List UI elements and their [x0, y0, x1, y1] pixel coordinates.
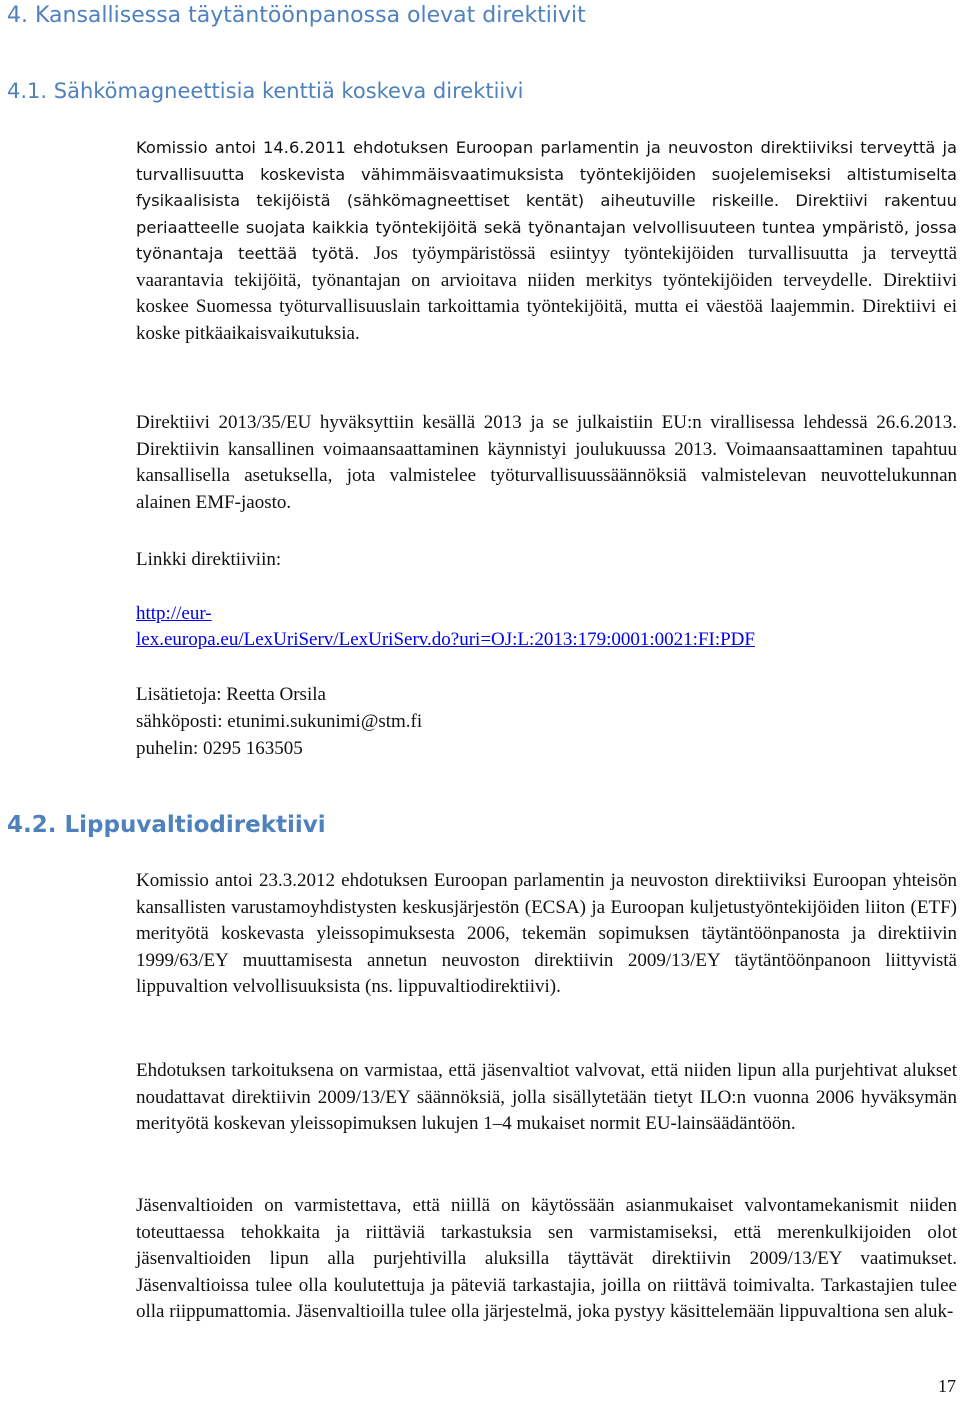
directive-link-line2[interactable] — [136, 627, 755, 653]
chapter-heading: 4. Kansallisessa täytäntöönpanossa olevat direktiivit — [7, 3, 586, 28]
paragraph-flag-state-proposal: Komissio antoi 23.3.2012 ehdotuksen Euroopan parlamentin ja neuvoston direktiiviksi Euroopan yhteisön kansallisten varustamoyhdistysten keskusjärjestön (ECSA) ja Euroopan kuljetustyöntekijöiden liiton (ETF) merityötä koskevasta yleissopimuksesta 2006, tekemän sopimuksen täytäntöönpanosta ja direktiivin 1999/63/EY muuttamisesta annetun neuvoston direktiivin 2009/13/EY täytäntöönpanoon liittyvistä lippuvaltion velvollisuuksista (ns. lippuvaltiodirektiivi). — [136, 870, 957, 997]
directive-link-part1[interactable]: http://eur- — [136, 603, 212, 624]
contact-name: Lisätietoja: Reetta Orsila — [136, 684, 326, 705]
paragraph-flag-state-inspections: Jäsenvaltioiden on varmistettava, että niillä on käytössään asianmukaiset valvontamekanismit niiden toteuttaessa tehokkaita ja riittäviä tarkastuksia sen varmistamiseksi, että merenkulkijoiden olot jäsenvaltioiden lipun alla purjehtivilla aluksilla täyttävät direktiivin 2009/13/EY vaatimukset. Jäsenvaltioissa tulee olla koulutettuja ja päteviä tarkastajia, joilla on riittävä toimivalta. Tarkastajien tulee olla riippumattomia. Jäsenvaltioilla tulee olla järjestelmä, joka pystyy käsittelemään lippuvaltiona sen aluk- — [136, 1195, 957, 1322]
paragraph-emf-proposal-part2: Jos työympäristössä esiintyy työntekijöiden turvallisuutta ja terveyttä vaarantavia tekijöitä, työnantajan on arvioitava niiden merkitys työntekijöiden terveydelle. Direktiivi koskee Suomessa työturvallisuuslain tarkoittamia työntekijöitä, mutta ei väestöä laajemmin. Direktiivi ei koske pitkäaikaisvaikutuksia. — [136, 243, 957, 344]
section-heading-4-2: 4.2. Lippuvaltiodirektiivi — [7, 812, 326, 838]
paragraph-emf-adoption: Direktiivi 2013/35/EU hyväksyttiin kesällä 2013 ja se julkaistiin EU:n virallisessa lehdessä 26.6.2013. Direktiivin kansallinen voimaansaattaminen käynnistyi joulukuussa 2013. Voimaansaattaminen tapahtuu kansallisella asetuksella, jota valmistelee työturvallisuussäännöksiä valmistelevan neuvottelukunnan alainen EMF-jaosto. — [136, 412, 957, 513]
paragraph-emf-proposal — [136, 135, 957, 347]
link-label: Linkki direktiiviin: — [136, 549, 282, 570]
directive-link-line1[interactable] — [136, 601, 212, 627]
paragraph-flag-state-purpose: Ehdotuksen tarkoituksena on varmistaa, että jäsenvaltiot valvovat, että niiden lipun alla purjehtivat alukset noudattavat direktiivin 2009/13/EY säännöksiä, jolla sisällytetään tietyt ILO:n vuonna 2006 hyväksymän merityötä koskevan yleissopimuksen lukujen 1–4 mukaiset normit EU-lainsäädäntöön. — [136, 1060, 957, 1134]
section-heading-4-1: 4.1. Sähkömagneettisia kenttiä koskeva direktiivi — [7, 79, 524, 103]
page-number: 17 — [938, 1376, 956, 1396]
contact-phone: puhelin: 0295 163505 — [136, 738, 303, 759]
directive-link-part2[interactable]: lex.europa.eu/LexUriServ/LexUriServ.do?uri=OJ:L:2013:179:0001:0021:FI:PDF — [136, 629, 755, 650]
contact-email: sähköposti: etunimi.sukunimi@stm.fi — [136, 711, 423, 732]
paragraph-emf-proposal-part1: Komissio antoi 14.6.2011 ehdotuksen Euroopan parlamentin ja neuvoston direktiiviksi terveyttä ja turvallisuutta koskevista vähimmäisvaatimuksista työntekijöiden suojelemiseksi altistumiselta fysikaalisista tekijöistä (sähkömagneettiset kentät) aiheutuville riskeille. Direktiivi rakentuu periaatteelle suojata kaikkia työntekijöitä sekä työnantajan velvollisuuteen tuntea ympäristö, jossa työnantaja teettää työtä. — [136, 138, 957, 263]
